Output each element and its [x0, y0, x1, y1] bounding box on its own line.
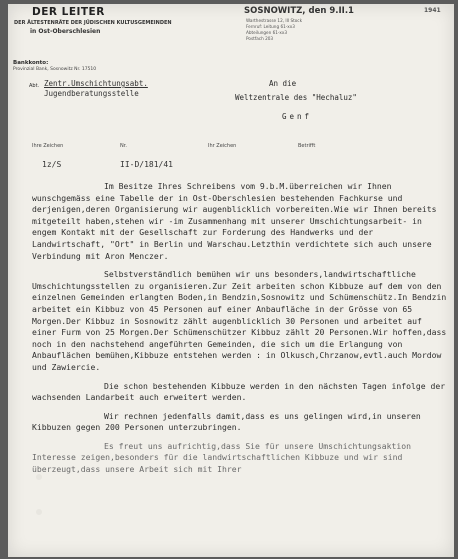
paragraph: Die schon bestehenden Kibbuze werden in den nächsten Tagen infolge der wachsenden Landarbeit auch erweitert werden. — [32, 380, 450, 403]
ref-label-nr: Nr. — [120, 143, 127, 149]
paragraph: Im Besitze Ihres Schreibens vom 9.b.M.überreichen wir Ihnen wunschgemäss eine Tabelle der in Ost-Oberschlesien bestehenden Fachkurse und derjenigen,deren Organisierung wir augenblicklich vorbereiten.Wie wir Ihnen bereits mitgeteilt haben,stehen wir -im Zusammenhang mit unserer Umschichtungsarbeit- in engem Kontakt mit der Gesellschaft zur Forderung des Handwerks und der Landwirtschaft, "Ort" in Berlin und Warschau.Letzthin verdichtete sich auch unsere Verbindung mit Aron Menczer. — [32, 181, 442, 261]
contact-line: Abteilungen 61-xx3 — [246, 30, 288, 35]
department-name: Zentr.Umschichtungsabt. — [44, 79, 148, 88]
contact-block — [246, 18, 302, 42]
ref-label-unsere: Ihr Zeichen — [208, 143, 237, 149]
bank-account-detail: Provinzial Bank, Sosnowitz Nr. 17510 — [13, 67, 97, 72]
contact-line: Warthestrasse 12, III Stock — [246, 18, 303, 23]
ref-value-nr: II-D/181/41 — [120, 160, 173, 169]
letterhead-region: in Ost-Oberschlesien — [30, 28, 101, 35]
paragraph: Es freut uns aufrichtig,dass Sie für unsere Umschichtungsaktion Interesse zeigen,besonders für die landwirtschaftlichen Kibbuze und wir sind überzeugt,dass unsere Arbeit sich mit Ihrer — [32, 440, 416, 475]
ref-value-ihre: 1z/S — [42, 160, 62, 169]
ref-label-ihre: Ihre Zeichen — [32, 143, 64, 149]
place-date: SOSNOWITZ, den 9.II.1 — [244, 6, 354, 16]
paragraph: Wir rechnen jedenfalls damit,dass es uns gelingen wird,in unseren Kibbuzen gegen 200 Personen unterzubringen. — [32, 410, 426, 433]
letterhead-subtitle: DER ÄLTESTENRÄTE DER JÜDISCHEN KULTUSGEMEINDEN — [14, 20, 172, 26]
letterhead-title: DER LEITER — [32, 6, 105, 18]
department-prefix: Abt. — [29, 83, 40, 89]
contact-line: Postfach 203 — [246, 36, 274, 41]
ref-label-betrifft: Betrifft — [298, 143, 316, 149]
letter-page — [8, 4, 454, 557]
contact-line: Fernruf: Leitung 61-xx3 — [246, 24, 295, 29]
recipient-organization: Weltzentrale des "Hechaluz" — [235, 93, 357, 102]
paragraph: Selbstverständlich bemühen wir uns besonders,landwirtschaftliche Umschichtungsstellen zu organisieren.Zur Zeit arbeiten schon Kibbuze auf dem von den einzelnen Gemeinden erlangten Boden,in Bendzin,Sosnowitz und Schümenschütz.In Bendzin arbeitet ein Kibbuz von 45 Personen auf einer Anbaufläche in der Grösse von 65 Morgen.Der Kibbuz in Sosnowitz zählt augenblicklich 30 Personen und arbeitet auf einer Furm von 25 Morgen.Der Schümenschützer Kibbuz zählt 20 Personen.Wir hoffen,dass noch in den nachstehend angeführten Gemeinden, die sich um die Erlangung von Anbauflächen bemühen,Kibbuze entstehen werden : in Olkusch,Chrzanow,evtl.auch Mordow und Zawiercie. — [32, 269, 452, 372]
printed-year: 1941 — [424, 7, 441, 14]
punch-hole — [36, 474, 42, 480]
recipient-salutation: An die — [269, 79, 297, 88]
letter-body — [32, 181, 452, 483]
recipient-city: Genf — [282, 112, 313, 121]
bank-account-label: Bankkonto: — [13, 60, 49, 66]
punch-hole — [36, 509, 42, 515]
department-subname: Jugendberatungsstelle — [44, 89, 139, 98]
